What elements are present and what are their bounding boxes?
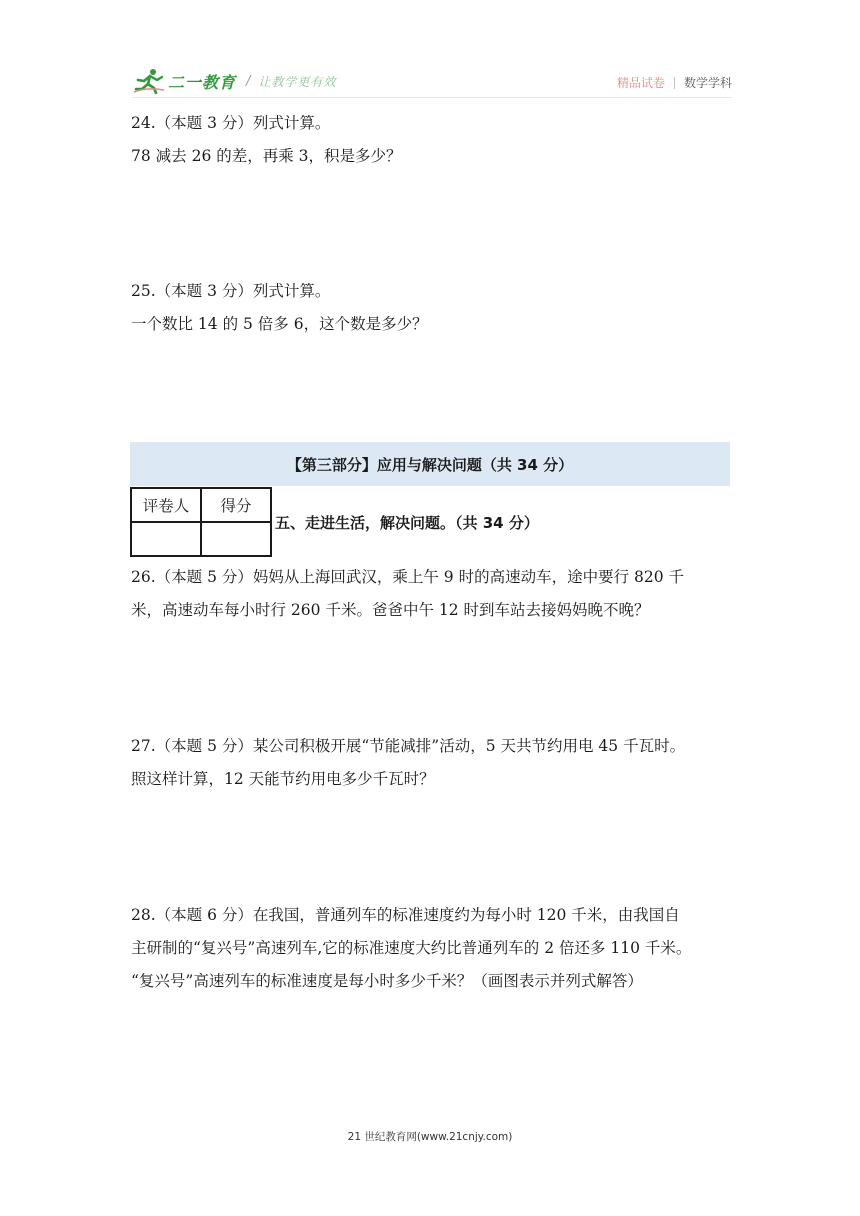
q28-line1: 28.（本题 6 分）在我国，普通列车的标准速度约为每小时 120 千米，由我国自 bbox=[131, 906, 680, 924]
q26-line1: 26.（本题 5 分）妈妈从上海回武汉，乘上午 9 时的高速动车，途中要行 820 千 bbox=[131, 568, 685, 586]
header-divider bbox=[132, 97, 732, 98]
q28-line3: “复兴号”高速列车的标准速度是每小时多少千米？（画图表示并列式解答） bbox=[131, 972, 643, 990]
q27-line2: 照这样计算，12 天能节约用电多少千瓦时？ bbox=[131, 770, 435, 788]
runner-logo-icon bbox=[132, 68, 166, 94]
q24-title: 24.（本题 3 分）列式计算。 bbox=[131, 114, 331, 132]
part3-header-band: 【第三部分】应用与解决问题（共 34 分） bbox=[130, 442, 730, 486]
brand-name: 二一教育 bbox=[168, 72, 237, 92]
header-tags bbox=[617, 74, 732, 91]
header-slogan: 让教学更有效 bbox=[258, 74, 337, 89]
header-tag-quality: 精品试卷 bbox=[616, 76, 665, 90]
section5-title: 五、走进生活，解决问题。（共 34 分） bbox=[275, 514, 539, 532]
page-header bbox=[132, 64, 732, 98]
logo bbox=[132, 66, 336, 96]
header-slash: / bbox=[246, 73, 251, 89]
q27-line1: 27.（本题 5 分）某公司积极开展“节能减排”活动，5 天共节约用电 45 千瓦时。 bbox=[131, 737, 686, 755]
score-table bbox=[130, 487, 272, 557]
q24-text: 78 减去 26 的差，再乘 3，积是多少？ bbox=[131, 147, 402, 165]
q28-line2: 主研制的“复兴号”高速列车,它的标准速度大约比普通列车的 2 倍还多 110 千米。 bbox=[131, 939, 692, 957]
score-table-header-score: 得分 bbox=[201, 488, 271, 522]
score-table-cell-grader bbox=[131, 522, 201, 556]
header-tag-subject: 数学学科 bbox=[683, 76, 732, 90]
header-separator bbox=[674, 77, 675, 89]
page-footer: 21 世纪教育网(www.21cnjy.com) bbox=[347, 1131, 513, 1143]
score-table-header-grader: 评卷人 bbox=[131, 488, 201, 522]
score-table-cell-score bbox=[201, 522, 271, 556]
q25-title: 25.（本题 3 分）列式计算。 bbox=[131, 282, 331, 300]
q25-text: 一个数比 14 的 5 倍多 6，这个数是多少？ bbox=[131, 315, 428, 333]
q26-line2: 米，高速动车每小时行 260 千米。爸爸中午 12 时到车站去接妈妈晚不晚？ bbox=[131, 601, 650, 619]
